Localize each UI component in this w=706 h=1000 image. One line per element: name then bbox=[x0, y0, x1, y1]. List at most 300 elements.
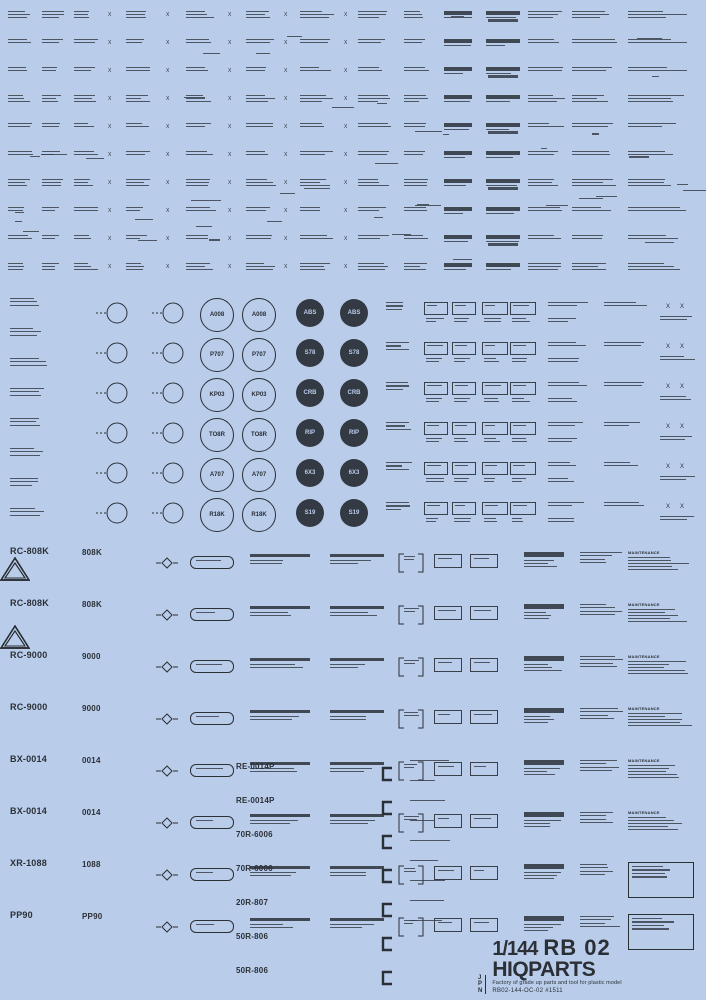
microtext-line bbox=[8, 98, 24, 99]
microtext-line bbox=[374, 217, 383, 218]
code-ring-filled: RIP bbox=[296, 419, 324, 447]
microtext-line bbox=[444, 241, 468, 242]
microtext-line bbox=[548, 521, 574, 522]
ring-marker bbox=[152, 498, 186, 533]
microtext-line bbox=[628, 42, 687, 43]
tag-box bbox=[470, 866, 498, 880]
microtext-line bbox=[632, 918, 662, 919]
microtext-block bbox=[572, 263, 606, 270]
microtext-block bbox=[524, 872, 561, 879]
microtext-block bbox=[484, 478, 495, 482]
microtext-block bbox=[426, 478, 444, 482]
microtext-line bbox=[404, 816, 419, 817]
code-ring-filled: 6X3 bbox=[340, 459, 368, 487]
ink-bar bbox=[486, 235, 520, 239]
microtext-block bbox=[126, 207, 143, 211]
microtext-block bbox=[548, 318, 576, 322]
microtext-block bbox=[628, 95, 684, 102]
microtext-line bbox=[572, 11, 605, 12]
microtext-line bbox=[86, 158, 104, 159]
microtext-line bbox=[42, 70, 56, 71]
microtext-block bbox=[10, 448, 43, 456]
microtext-line bbox=[404, 207, 426, 208]
microtext-block bbox=[474, 922, 489, 923]
microtext-line bbox=[454, 518, 471, 519]
x-mark: X bbox=[228, 180, 232, 186]
microtext-line bbox=[438, 558, 452, 559]
microtext-line bbox=[358, 101, 378, 102]
microtext-block bbox=[524, 716, 554, 723]
microtext-block bbox=[186, 207, 216, 211]
microtext-block bbox=[580, 656, 623, 667]
tag-box bbox=[434, 606, 462, 620]
microtext-line bbox=[186, 70, 208, 71]
microtext-block bbox=[186, 39, 211, 43]
microtext-block bbox=[42, 207, 59, 211]
x-mark: X bbox=[666, 344, 671, 350]
microtext-block bbox=[427, 465, 441, 466]
microtext-line bbox=[8, 126, 30, 127]
c-bracket-icon bbox=[380, 800, 394, 821]
x-mark: X bbox=[108, 208, 112, 214]
c-shape-icon bbox=[380, 868, 394, 884]
microtext-line bbox=[300, 17, 329, 18]
microtext-line bbox=[580, 552, 622, 553]
microtext-block bbox=[404, 67, 429, 71]
microtext-line bbox=[10, 421, 36, 422]
microtext-line bbox=[250, 719, 292, 720]
microtext-block bbox=[572, 235, 603, 239]
x-mark: X bbox=[228, 264, 232, 270]
microtext-line bbox=[580, 822, 613, 823]
microtext-line bbox=[10, 451, 43, 452]
microtext-line bbox=[404, 559, 414, 560]
microtext-line bbox=[404, 126, 425, 127]
microtext-block bbox=[196, 560, 221, 561]
microtext-line bbox=[404, 923, 413, 924]
microtext-line bbox=[454, 361, 465, 362]
microtext-line bbox=[454, 321, 467, 322]
microtext-block bbox=[426, 398, 442, 402]
c-shape-icon bbox=[380, 766, 394, 782]
microtext-line bbox=[246, 123, 273, 124]
microtext-block bbox=[256, 53, 270, 54]
microtext-line bbox=[484, 478, 495, 479]
microtext-block bbox=[512, 518, 523, 522]
microtext-block bbox=[474, 610, 491, 611]
x-mark: X bbox=[344, 208, 348, 214]
microtext-line bbox=[548, 345, 586, 346]
microtext-line bbox=[42, 17, 59, 18]
microtext-line bbox=[512, 318, 526, 319]
microtext-line bbox=[74, 42, 95, 43]
microtext-block bbox=[455, 465, 468, 466]
top-microprint-grid bbox=[0, 0, 706, 290]
microtext-block bbox=[572, 95, 608, 102]
microtext-line bbox=[453, 259, 472, 260]
microtext-line bbox=[126, 182, 144, 183]
microtext-line bbox=[246, 235, 272, 236]
x-mark: X bbox=[166, 40, 170, 46]
microtext-line bbox=[528, 269, 558, 270]
microtext-line bbox=[404, 151, 425, 152]
microtext-line bbox=[42, 179, 63, 180]
ink-bar bbox=[250, 814, 310, 817]
microtext-line bbox=[512, 518, 522, 519]
microtext-block bbox=[484, 518, 497, 522]
microtext-block bbox=[604, 302, 647, 306]
microtext-line bbox=[300, 14, 334, 15]
microtext-block bbox=[386, 382, 409, 390]
maintenance-block bbox=[628, 602, 694, 607]
microtext-block bbox=[300, 263, 330, 270]
ring-marker bbox=[96, 458, 130, 493]
microtext-line bbox=[604, 345, 641, 346]
microtext-line bbox=[250, 667, 303, 668]
microtext-line bbox=[580, 715, 608, 716]
series-label: RB 02 bbox=[543, 935, 611, 960]
microtext-block bbox=[415, 205, 442, 206]
ring-marker bbox=[152, 338, 186, 373]
microtext-line bbox=[513, 505, 527, 506]
ring-marker bbox=[152, 458, 186, 493]
microtext-block bbox=[628, 609, 687, 622]
microtext-line bbox=[8, 11, 25, 12]
microtext-line bbox=[628, 618, 670, 619]
microtext-block bbox=[572, 179, 616, 186]
microtext-line bbox=[410, 780, 435, 781]
microtext-line bbox=[524, 927, 553, 928]
tag-box bbox=[424, 422, 448, 435]
microtext-line bbox=[427, 305, 437, 306]
microtext-block bbox=[74, 67, 95, 71]
microtext-line bbox=[604, 425, 629, 426]
microtext-line bbox=[358, 151, 389, 152]
microtext-block bbox=[404, 608, 419, 612]
x-mark: X bbox=[228, 124, 232, 130]
microtext-block bbox=[512, 358, 527, 362]
code-ring: A707 bbox=[200, 458, 234, 492]
microtext-block bbox=[41, 154, 66, 155]
microtext-line bbox=[287, 36, 302, 37]
microtext-block bbox=[300, 39, 330, 43]
microtext-line bbox=[358, 235, 389, 236]
microtext-line bbox=[628, 126, 662, 127]
microtext-line bbox=[404, 42, 422, 43]
microtext-block bbox=[427, 305, 437, 306]
microtext-line bbox=[404, 98, 428, 99]
ink-bar bbox=[524, 708, 564, 713]
tick-ladder bbox=[410, 840, 450, 841]
microtext-line bbox=[196, 716, 219, 717]
microtext-line bbox=[572, 98, 597, 99]
microtext-line bbox=[8, 266, 24, 267]
microtext-line bbox=[512, 441, 527, 442]
ink-bar bbox=[444, 263, 472, 267]
microtext-block bbox=[42, 263, 59, 270]
microtext-line bbox=[524, 560, 554, 561]
microtext-line bbox=[410, 860, 438, 861]
microtext-line bbox=[358, 269, 385, 270]
microtext-line bbox=[126, 266, 144, 267]
microtext-line bbox=[628, 820, 674, 821]
microtext-line bbox=[660, 436, 692, 437]
ink-bar bbox=[486, 39, 520, 43]
microtext-line bbox=[10, 448, 34, 449]
microtext-line bbox=[572, 185, 616, 186]
microtext-line bbox=[250, 823, 290, 824]
microtext-line bbox=[486, 73, 511, 74]
part-code-small: 9000 bbox=[82, 652, 101, 661]
code-ring-filled: S19 bbox=[340, 499, 368, 527]
microtext-block bbox=[438, 662, 452, 663]
microtext-block bbox=[196, 820, 213, 821]
microtext-line bbox=[427, 385, 442, 386]
microtext-line bbox=[126, 95, 148, 96]
center-part-code: 50R-806 bbox=[236, 932, 269, 941]
microtext-line bbox=[474, 766, 486, 767]
microtext-line bbox=[628, 557, 670, 558]
microtext-line bbox=[246, 11, 269, 12]
x-mark: X bbox=[680, 464, 685, 470]
part-code-large: BX-0014 bbox=[10, 754, 47, 764]
microtext-line bbox=[246, 238, 271, 239]
x-mark: X bbox=[284, 236, 288, 242]
microtext-line bbox=[628, 667, 664, 668]
microtext-block bbox=[203, 53, 220, 54]
microtext-line bbox=[512, 361, 526, 362]
diamond-icon bbox=[156, 712, 178, 726]
microtext-line bbox=[8, 95, 23, 96]
microtext-block bbox=[528, 235, 561, 239]
microtext-line bbox=[267, 221, 282, 222]
microtext-line bbox=[246, 269, 273, 270]
microtext-block bbox=[358, 151, 389, 155]
microtext-block bbox=[330, 612, 377, 616]
microtext-block bbox=[426, 358, 442, 362]
tag-box bbox=[470, 918, 498, 932]
microtext-line bbox=[10, 301, 37, 302]
tag-box bbox=[424, 462, 448, 475]
microtext-block bbox=[10, 328, 41, 336]
microtext-line bbox=[628, 777, 679, 778]
part-code-small: 1088 bbox=[82, 860, 101, 869]
microtext-line bbox=[604, 342, 644, 343]
ring-marker bbox=[96, 378, 130, 413]
microtext-line bbox=[246, 70, 265, 71]
microtext-line bbox=[580, 923, 605, 924]
microtext-line bbox=[628, 17, 666, 18]
microtext-line bbox=[572, 235, 603, 236]
microtext-block bbox=[8, 263, 24, 270]
microtext-line bbox=[628, 722, 680, 723]
ring-marker bbox=[152, 298, 186, 333]
ink-bar bbox=[330, 762, 384, 765]
microtext-block bbox=[513, 345, 526, 346]
microtext-line bbox=[8, 70, 27, 71]
code-ring: A707 bbox=[242, 458, 276, 492]
microtext-line bbox=[358, 95, 388, 96]
microtext-block bbox=[42, 67, 57, 71]
microtext-line bbox=[404, 767, 414, 768]
microtext-line bbox=[250, 820, 298, 821]
microtext-line bbox=[8, 17, 27, 18]
microtext-block bbox=[74, 235, 91, 239]
microtext-line bbox=[358, 42, 381, 43]
microtext-block bbox=[74, 95, 96, 102]
part-code-large: RC-9000 bbox=[10, 702, 48, 712]
microtext-line bbox=[330, 664, 365, 665]
x-mark: X bbox=[284, 152, 288, 158]
microtext-line bbox=[572, 17, 600, 18]
microtext-block bbox=[246, 67, 266, 71]
microtext-line bbox=[358, 126, 391, 127]
microtext-block bbox=[186, 11, 214, 18]
microtext-line bbox=[628, 774, 677, 775]
microtext-block bbox=[484, 398, 499, 402]
microtext-line bbox=[474, 870, 484, 871]
microtext-line bbox=[186, 151, 207, 152]
microtext-line bbox=[246, 126, 273, 127]
microtext-block bbox=[660, 396, 691, 400]
microtext-block bbox=[427, 505, 440, 506]
c-bracket-icon bbox=[380, 936, 394, 957]
microtext-line bbox=[484, 358, 496, 359]
microtext-line bbox=[196, 872, 213, 873]
microtext-line bbox=[512, 481, 522, 482]
ink-bar bbox=[486, 123, 520, 127]
microtext-block bbox=[444, 73, 463, 74]
microtext-line bbox=[485, 385, 501, 386]
microtext-line bbox=[485, 505, 498, 506]
microtext-line bbox=[358, 238, 380, 239]
code-ring-filled: S78 bbox=[296, 339, 324, 367]
microtext-line bbox=[580, 604, 606, 605]
microtext-block bbox=[358, 39, 385, 43]
microtext-line bbox=[528, 154, 554, 155]
microtext-line bbox=[186, 123, 211, 124]
microtext-block bbox=[484, 438, 500, 442]
microtext-line bbox=[10, 508, 35, 509]
microtext-line bbox=[8, 151, 32, 152]
microtext-line bbox=[548, 385, 587, 386]
microtext-block bbox=[580, 864, 613, 875]
microtext-block bbox=[438, 870, 454, 871]
microtext-line bbox=[300, 151, 333, 152]
microtext-line bbox=[579, 198, 603, 199]
microtext-line bbox=[250, 875, 291, 876]
microtext-block bbox=[444, 241, 468, 242]
microtext-line bbox=[358, 67, 379, 68]
microtext-line bbox=[548, 318, 576, 319]
microtext-block bbox=[300, 123, 324, 127]
microtext-line bbox=[512, 321, 530, 322]
microtext-line bbox=[528, 266, 561, 267]
microtext-line bbox=[10, 335, 37, 336]
ink-bar bbox=[488, 131, 518, 134]
c-shape-icon bbox=[380, 834, 394, 850]
microtext-line bbox=[454, 401, 467, 402]
microtext-line bbox=[512, 478, 526, 479]
microtext-block bbox=[628, 67, 687, 71]
microtext-line bbox=[8, 123, 32, 124]
microtext-line bbox=[300, 179, 326, 180]
microtext-line bbox=[524, 924, 561, 925]
tag-box bbox=[482, 462, 508, 475]
code-ring-filled: RIP bbox=[340, 419, 368, 447]
microtext-line bbox=[572, 266, 598, 267]
microtext-block bbox=[404, 123, 426, 127]
microtext-line bbox=[438, 662, 452, 663]
microtext-line bbox=[528, 238, 561, 239]
x-mark: X bbox=[228, 68, 232, 74]
microtext-block bbox=[454, 438, 468, 442]
microtext-block bbox=[444, 213, 463, 214]
microtext-line bbox=[42, 67, 57, 68]
microtext-line bbox=[246, 39, 274, 40]
microtext-line bbox=[404, 712, 418, 713]
microtext-block bbox=[427, 345, 443, 346]
x-mark: X bbox=[666, 464, 671, 470]
part-code-large: RC-9000 bbox=[10, 650, 48, 660]
microtext-line bbox=[528, 185, 558, 186]
microtext-line bbox=[196, 768, 223, 769]
microtext-line bbox=[484, 518, 496, 519]
microtext-block bbox=[415, 131, 442, 132]
microtext-line bbox=[300, 123, 322, 124]
microtext-line bbox=[524, 771, 547, 772]
microtext-line bbox=[604, 462, 630, 463]
microtext-line bbox=[300, 238, 333, 239]
microtext-line bbox=[628, 101, 673, 102]
tag-box bbox=[434, 554, 462, 568]
microtext-block bbox=[386, 342, 409, 350]
microtext-block bbox=[404, 764, 417, 768]
microtext-block bbox=[604, 422, 640, 426]
tag-box bbox=[482, 422, 508, 435]
microtext-line bbox=[572, 154, 610, 155]
microtext-line bbox=[74, 70, 91, 71]
ring-icon bbox=[96, 498, 130, 528]
microtext-line bbox=[246, 42, 270, 43]
microtext-line bbox=[455, 505, 465, 506]
microtext-block bbox=[444, 101, 470, 102]
microtext-line bbox=[404, 764, 417, 765]
maintenance-title: MAINTENANCE bbox=[628, 758, 660, 763]
microtext-line bbox=[524, 615, 551, 616]
microtext-line bbox=[572, 210, 611, 211]
microtext-block bbox=[358, 235, 389, 239]
microtext-line bbox=[628, 179, 665, 180]
diamond-mark bbox=[156, 556, 178, 575]
microtext-line bbox=[580, 559, 605, 560]
microtext-line bbox=[628, 823, 682, 824]
microtext-line bbox=[548, 358, 579, 359]
microtext-block bbox=[572, 67, 612, 71]
microtext-line bbox=[41, 154, 66, 155]
microtext-line bbox=[74, 182, 88, 183]
code-ring-filled: ABS bbox=[296, 299, 324, 327]
ink-bar bbox=[330, 918, 384, 921]
microtext-line bbox=[246, 182, 273, 183]
microtext-block bbox=[404, 660, 419, 664]
microtext-block bbox=[358, 123, 391, 127]
ink-bar bbox=[444, 207, 472, 211]
microtext-block bbox=[250, 560, 283, 564]
microtext-line bbox=[426, 441, 439, 442]
microtext-line bbox=[15, 212, 24, 213]
microtext-line bbox=[386, 349, 409, 350]
